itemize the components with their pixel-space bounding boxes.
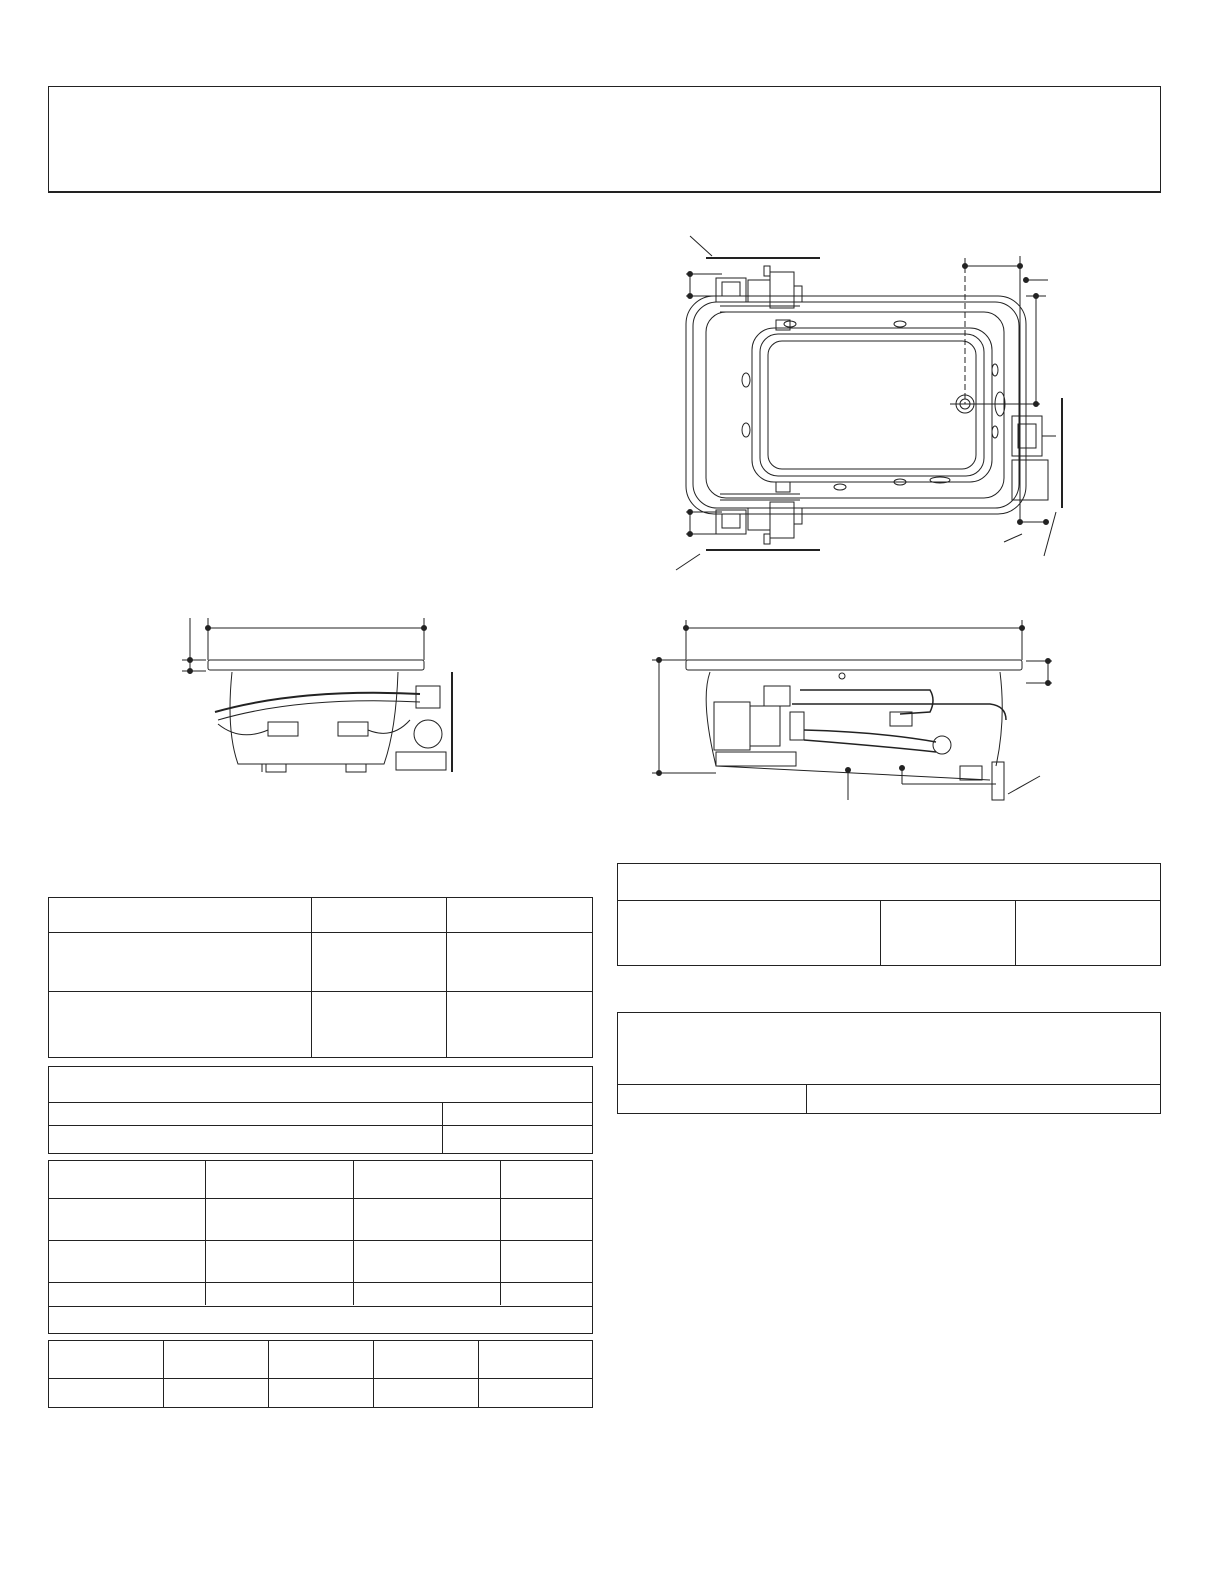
table-row (49, 1341, 592, 1378)
table-row (49, 1067, 592, 1102)
dimensions-table (48, 897, 593, 1058)
table-row (49, 898, 592, 932)
bathtub-side-view-icon (652, 620, 1052, 800)
column-divider (268, 1341, 269, 1407)
right-top-table (617, 863, 1161, 966)
column-divider (353, 1161, 354, 1305)
end-elevation-drawing (180, 610, 470, 785)
column-divider (446, 898, 447, 1057)
table-row (49, 1306, 592, 1334)
ratings-table (48, 1340, 593, 1408)
column-divider (311, 898, 312, 1057)
table-row (49, 1125, 592, 1154)
plan-view-drawing (660, 225, 1080, 580)
table-row (49, 1102, 592, 1126)
column-divider (478, 1341, 479, 1407)
column-divider (442, 1103, 443, 1126)
table-row (618, 1013, 1160, 1084)
column-divider (500, 1161, 501, 1305)
table-row (49, 1282, 592, 1307)
table-row (49, 1198, 592, 1241)
column-divider (205, 1161, 206, 1305)
table-row (618, 900, 1160, 966)
right-bottom-table (617, 1012, 1161, 1114)
header-box (48, 86, 1161, 193)
table-row (49, 932, 592, 992)
bathtub-end-view-icon (182, 618, 452, 772)
specs-table (48, 1160, 593, 1334)
table-row (49, 1378, 592, 1408)
column-divider (1015, 901, 1016, 966)
column-divider (806, 1085, 807, 1114)
column-divider (442, 1126, 443, 1154)
bathtub-top-view-icon (676, 236, 1062, 570)
table-row (49, 991, 592, 1058)
electrical-table (48, 1066, 593, 1154)
table-row (618, 864, 1160, 900)
table-row (49, 1240, 592, 1283)
column-divider (373, 1341, 374, 1407)
side-elevation-drawing (645, 615, 1065, 805)
table-row (618, 1084, 1160, 1114)
table-row (49, 1161, 592, 1198)
column-divider (880, 901, 881, 966)
column-divider (163, 1341, 164, 1407)
